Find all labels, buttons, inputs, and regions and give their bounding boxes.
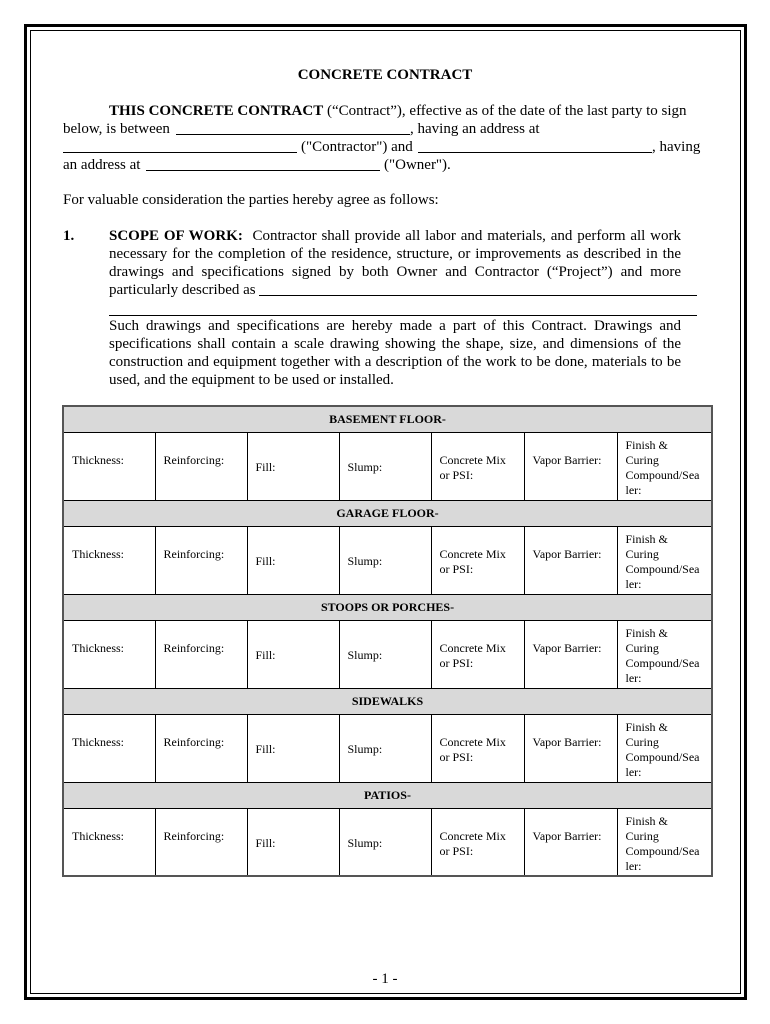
fill-field-label bbox=[248, 621, 339, 663]
field-label-line: Finish & bbox=[625, 531, 668, 546]
slump-field[interactable] bbox=[339, 620, 431, 688]
project-description-blank-2[interactable] bbox=[109, 315, 697, 316]
field-label-line: Finish & bbox=[625, 719, 668, 734]
field-label-line: Curing bbox=[625, 640, 659, 655]
spec-section-title: GARAGE FLOOR- bbox=[63, 500, 712, 526]
field-label-line: Curing bbox=[625, 452, 659, 467]
intro-line-1 bbox=[109, 102, 687, 120]
field-label-line: ler: bbox=[625, 482, 642, 497]
reinforcing-field-label bbox=[156, 433, 247, 468]
thickness-field-label bbox=[64, 527, 155, 562]
field-label-line: Finish & bbox=[625, 625, 668, 640]
spec-data-row bbox=[63, 620, 712, 688]
intro-line-1-text: (“Contract”), effective as of the date of the last party to sign bbox=[323, 103, 687, 119]
vapor-barrier-field-label bbox=[525, 621, 617, 656]
slump-field[interactable] bbox=[339, 714, 431, 782]
spec-section-header-row bbox=[63, 406, 712, 432]
field-label-line: Concrete Mix bbox=[439, 640, 506, 655]
field-label-line: Compound/Sea bbox=[625, 843, 700, 858]
finish-curing-field-label bbox=[618, 433, 712, 498]
spec-section-header-row bbox=[63, 688, 712, 714]
section-1-para2-line-2: specifications shall contain a scale drawing showing the shape, size, and dimensions of the bbox=[109, 336, 681, 352]
thickness-field-label bbox=[64, 433, 155, 468]
reinforcing-field-label bbox=[156, 715, 247, 750]
field-label-line: or PSI: bbox=[439, 561, 474, 576]
field-label-line: Reinforcing: bbox=[163, 640, 225, 655]
vapor-barrier-field[interactable] bbox=[524, 432, 617, 500]
section-1-line-2: necessary for the completion of the residence, structure, or improvements as described in the bbox=[109, 246, 681, 262]
section-1-para2-line-3: construction and equipment together with a description of the work to be done, materials to be bbox=[109, 354, 681, 370]
fill-field-label bbox=[248, 527, 339, 569]
concrete-spec-table bbox=[62, 405, 713, 877]
reinforcing-field[interactable] bbox=[155, 432, 247, 500]
field-label-line: Slump: bbox=[347, 459, 383, 474]
field-label-line: Slump: bbox=[347, 741, 383, 756]
section-1-para2-line-4: used, and the equipment to be used or installed. bbox=[109, 372, 394, 388]
field-label-line: Reinforcing: bbox=[163, 828, 225, 843]
field-label-line: Compound/Sea bbox=[625, 561, 700, 576]
field-label-line: Fill: bbox=[255, 647, 276, 662]
vapor-barrier-field-label bbox=[525, 809, 617, 844]
field-label-line: Curing bbox=[625, 828, 659, 843]
reinforcing-field-label bbox=[156, 621, 247, 656]
field-label-line: Fill: bbox=[255, 741, 276, 756]
vapor-barrier-field[interactable] bbox=[524, 808, 617, 876]
field-label-line: Slump: bbox=[347, 553, 383, 568]
slump-field[interactable] bbox=[339, 808, 431, 876]
fill-field[interactable] bbox=[247, 620, 339, 688]
concrete-mix-field[interactable] bbox=[431, 714, 524, 782]
field-label-line: Vapor Barrier: bbox=[532, 640, 602, 655]
concrete-mix-field[interactable] bbox=[431, 526, 524, 594]
owner-name-blank[interactable] bbox=[418, 152, 652, 153]
finish-curing-field-label bbox=[618, 621, 712, 686]
field-label-line: Fill: bbox=[255, 553, 276, 568]
consideration-text: For valuable consideration the parties hereby agree as follows: bbox=[63, 192, 439, 208]
document-title: CONCRETE CONTRACT bbox=[297, 67, 473, 83]
spec-data-row bbox=[63, 714, 712, 782]
finish-curing-field[interactable] bbox=[617, 432, 712, 500]
spec-data-row bbox=[63, 526, 712, 594]
field-label-line: Slump: bbox=[347, 647, 383, 662]
field-label-line: Thickness: bbox=[72, 734, 124, 749]
fill-field[interactable] bbox=[247, 714, 339, 782]
intro-line-3b: , having bbox=[652, 139, 701, 155]
field-label-line: Curing bbox=[625, 546, 659, 561]
reinforcing-field[interactable] bbox=[155, 808, 247, 876]
fill-field-label bbox=[248, 809, 339, 851]
fill-field-label bbox=[248, 433, 339, 475]
thickness-field[interactable] bbox=[63, 432, 155, 500]
finish-curing-field[interactable] bbox=[617, 620, 712, 688]
field-label-line: Fill: bbox=[255, 835, 276, 850]
field-label-line: Compound/Sea bbox=[625, 467, 700, 482]
concrete-mix-field[interactable] bbox=[431, 620, 524, 688]
spec-section-title: BASEMENT FLOOR- bbox=[63, 406, 712, 432]
section-1-line-1 bbox=[109, 227, 681, 245]
field-label-line: Curing bbox=[625, 734, 659, 749]
section-1-line-1-text: Contractor shall provide all labor and materials, and perform all work bbox=[252, 228, 682, 244]
field-label-line: Vapor Barrier: bbox=[532, 452, 602, 467]
field-label-line: Thickness: bbox=[72, 828, 124, 843]
between-party-blank[interactable] bbox=[176, 134, 410, 135]
finish-curing-field[interactable] bbox=[617, 808, 712, 876]
reinforcing-field-label bbox=[156, 809, 247, 844]
field-label-line: Concrete Mix bbox=[439, 734, 506, 749]
field-label-line: Thickness: bbox=[72, 546, 124, 561]
spec-section-title: SIDEWALKS bbox=[63, 688, 712, 714]
fill-field-label bbox=[248, 715, 339, 757]
slump-field-label bbox=[340, 433, 431, 475]
slump-field[interactable] bbox=[339, 526, 431, 594]
thickness-field[interactable] bbox=[63, 526, 155, 594]
field-label-line: Thickness: bbox=[72, 640, 124, 655]
field-label-line: Concrete Mix bbox=[439, 452, 506, 467]
field-label-line: Finish & bbox=[625, 437, 668, 452]
field-label-line: or PSI: bbox=[439, 467, 474, 482]
field-label-line: or PSI: bbox=[439, 843, 474, 858]
vapor-barrier-field-label bbox=[525, 527, 617, 562]
owner-address-blank[interactable] bbox=[146, 170, 380, 171]
vapor-barrier-field-label bbox=[525, 715, 617, 750]
intro-bold-lead: THIS CONCRETE CONTRACT bbox=[109, 103, 324, 119]
reinforcing-field-label bbox=[156, 527, 247, 562]
field-label-line: Reinforcing: bbox=[163, 452, 225, 467]
field-label-line: or PSI: bbox=[439, 749, 474, 764]
field-label-line: Compound/Sea bbox=[625, 749, 700, 764]
reinforcing-field[interactable] bbox=[155, 714, 247, 782]
vapor-barrier-field[interactable] bbox=[524, 714, 617, 782]
field-label-line: or PSI: bbox=[439, 655, 474, 670]
spec-section-header-row bbox=[63, 782, 712, 808]
vapor-barrier-field[interactable] bbox=[524, 620, 617, 688]
thickness-field-label bbox=[64, 809, 155, 844]
section-1-para2-line-1: Such drawings and specifications are hereby made a part of this Contract. Drawings and bbox=[109, 318, 681, 334]
intro-line-2b: , having an address at bbox=[410, 121, 540, 137]
finish-curing-field-label bbox=[618, 809, 712, 874]
slump-field-label bbox=[340, 809, 431, 851]
reinforcing-field[interactable] bbox=[155, 526, 247, 594]
thickness-field[interactable] bbox=[63, 620, 155, 688]
section-1-heading: SCOPE OF WORK: bbox=[109, 228, 243, 244]
concrete-mix-field-label bbox=[432, 621, 524, 671]
field-label-line: ler: bbox=[625, 858, 642, 873]
field-label-line: Slump: bbox=[347, 835, 383, 850]
page-number: - 1 - bbox=[372, 971, 398, 987]
section-1-line-4: particularly described as bbox=[109, 282, 256, 298]
spec-section-header-row bbox=[63, 594, 712, 620]
field-label-line: Fill: bbox=[255, 459, 276, 474]
section-1-line-3: drawings and specifications signed by both Owner and Contractor (“Project”) and more bbox=[109, 264, 681, 280]
vapor-barrier-field[interactable] bbox=[524, 526, 617, 594]
spec-section-header-row bbox=[63, 500, 712, 526]
concrete-mix-field-label bbox=[432, 809, 524, 859]
field-label-line: ler: bbox=[625, 576, 642, 591]
intro-line-4a: an address at bbox=[63, 157, 141, 173]
finish-curing-field-label bbox=[618, 715, 712, 780]
contractor-name-blank[interactable] bbox=[63, 152, 297, 153]
intro-line-4b: ("Owner"). bbox=[384, 157, 451, 173]
thickness-field[interactable] bbox=[63, 714, 155, 782]
spec-section-title: STOOPS OR PORCHES- bbox=[63, 594, 712, 620]
slump-field[interactable] bbox=[339, 432, 431, 500]
slump-field-label bbox=[340, 621, 431, 663]
finish-curing-field-label bbox=[618, 527, 712, 592]
concrete-mix-field[interactable] bbox=[431, 432, 524, 500]
vapor-barrier-field-label bbox=[525, 433, 617, 468]
slump-field-label bbox=[340, 715, 431, 757]
thickness-field[interactable] bbox=[63, 808, 155, 876]
concrete-mix-field-label bbox=[432, 527, 524, 577]
field-label-line: Vapor Barrier: bbox=[532, 828, 602, 843]
spec-data-row bbox=[63, 808, 712, 876]
spec-section-title: PATIOS- bbox=[63, 782, 712, 808]
field-label-line: Vapor Barrier: bbox=[532, 734, 602, 749]
reinforcing-field[interactable] bbox=[155, 620, 247, 688]
thickness-field-label bbox=[64, 621, 155, 656]
field-label-line: ler: bbox=[625, 764, 642, 779]
intro-line-2a: below, is between bbox=[63, 121, 170, 137]
slump-field-label bbox=[340, 527, 431, 569]
fill-field[interactable] bbox=[247, 432, 339, 500]
spec-data-row bbox=[63, 432, 712, 500]
concrete-mix-field[interactable] bbox=[431, 808, 524, 876]
field-label-line: Thickness: bbox=[72, 452, 124, 467]
section-1-number: 1. bbox=[63, 228, 75, 244]
finish-curing-field[interactable] bbox=[617, 714, 712, 782]
thickness-field-label bbox=[64, 715, 155, 750]
finish-curing-field[interactable] bbox=[617, 526, 712, 594]
fill-field[interactable] bbox=[247, 526, 339, 594]
field-label-line: Concrete Mix bbox=[439, 828, 506, 843]
fill-field[interactable] bbox=[247, 808, 339, 876]
project-description-blank-1[interactable] bbox=[259, 295, 697, 296]
field-label-line: Finish & bbox=[625, 813, 668, 828]
field-label-line: Compound/Sea bbox=[625, 655, 700, 670]
intro-line-3a: ("Contractor") and bbox=[301, 139, 413, 155]
field-label-line: Reinforcing: bbox=[163, 546, 225, 561]
concrete-mix-field-label bbox=[432, 433, 524, 483]
field-label-line: Concrete Mix bbox=[439, 546, 506, 561]
concrete-mix-field-label bbox=[432, 715, 524, 765]
field-label-line: Reinforcing: bbox=[163, 734, 225, 749]
field-label-line: Vapor Barrier: bbox=[532, 546, 602, 561]
field-label-line: ler: bbox=[625, 670, 642, 685]
